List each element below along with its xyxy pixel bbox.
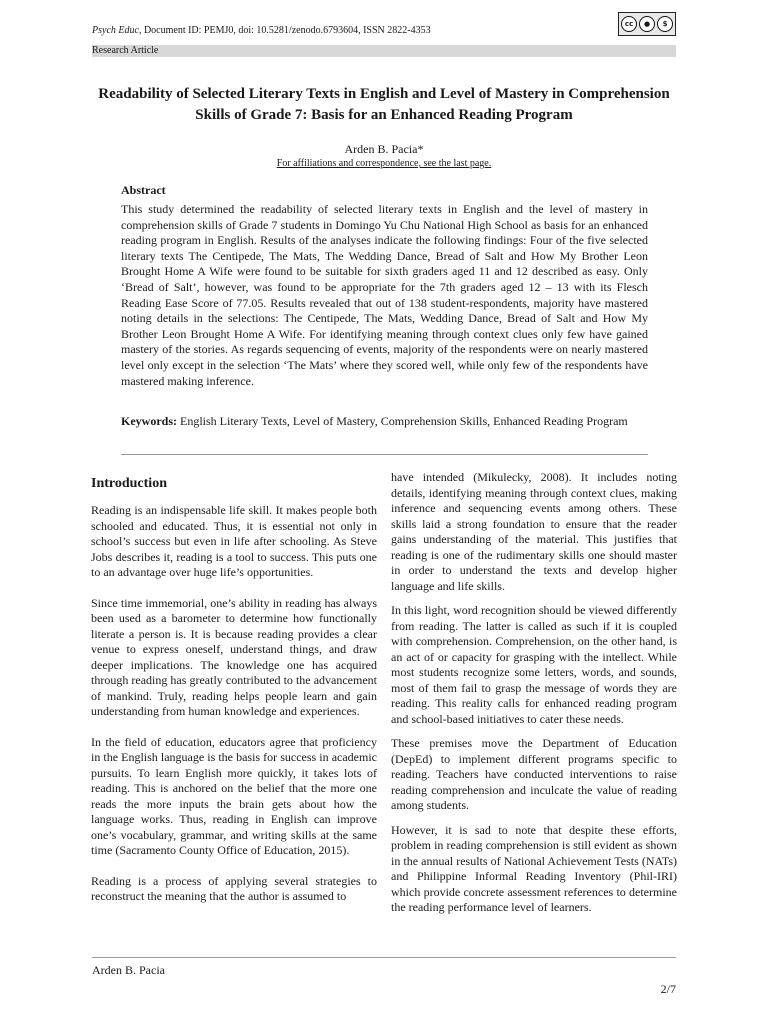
right-column xyxy=(391,470,677,925)
journal-name: Psych Educ xyxy=(92,25,139,36)
paragraph: These premises move the Department of Education (DepEd) to implement different programs specific to reading. Teachers have conducted interventions to raise reading comprehension and inculcate the value of reading among students. xyxy=(391,736,677,812)
affiliation-link[interactable]: For affiliations and correspondence, see the last page. xyxy=(276,158,492,169)
divider xyxy=(121,454,648,455)
paragraph: Since time immemorial, one’s ability in reading has always been used as a barometer to determine how functionally literate a person is. It is because reading provides a clear venue to express oneself, understand things, and draw deeper implications. The knowledge one has acquired through reading has greatly contributed to the advancement of mankind. Truly, reading helps people learn and gain understanding from human knowledge and experiences. xyxy=(91,595,377,718)
creative-commons-license-icon[interactable] xyxy=(618,12,676,36)
footer-author: Arden B. Pacia xyxy=(92,963,165,977)
abstract-heading: Abstract xyxy=(121,183,166,197)
author-name: Arden B. Pacia* xyxy=(344,142,424,156)
cc-icon: cc xyxy=(621,16,637,32)
footer-divider xyxy=(92,957,676,958)
keywords xyxy=(121,413,648,429)
paragraph: However, it is sad to note that despite these efforts, problem in reading comprehension is still evident as shown in the annual results of National Achievement Tests (NATs) and Philippine Informal Reading Inventory (Phil-IRI) which provide concrete assessment references to determine the reading performance level of learners. xyxy=(391,822,677,914)
paragraph: have intended (Mikulecky, 2008). It includes noting details, identifying meaning through context clues, making inference and sequencing events among others. These skills laid a strong foundation to ensure that the reader gains understanding of the material. This justifies that reading is one of the rudimentary skills one should master in order to understand the texts and develop higher language and life skills. xyxy=(391,470,677,593)
paragraph: Reading is a process of applying several strategies to reconstruct the meaning that the author is assumed to xyxy=(91,873,377,903)
nc-icon: $ xyxy=(657,16,673,32)
article-type-bar xyxy=(92,45,676,57)
left-column xyxy=(91,470,377,914)
keywords-text: English Literary Texts, Level of Mastery, Comprehension Skills, Enhanced Reading Program xyxy=(177,414,628,428)
page-header xyxy=(92,24,676,38)
article-type: Research Article xyxy=(92,45,159,56)
page-number: 2/7 xyxy=(660,982,676,996)
paragraph: In the field of education, educators agree that proficiency in the English language is the basis for success in academic pursuits. To learn English more quickly, it takes lots of reading. This is anchored on the belief that the more one reads the more inputs the brain gets about how the language works. Thus, reading in English can improve one’s vocabulary, grammar, and writing skills at the same time (Sacramento County Office of Education, 2015). xyxy=(91,734,377,857)
keywords-label: Keywords: xyxy=(121,414,177,428)
paper-title: Readability of Selected Literary Texts in English and Level of Mastery in Comprehension Skills of Grade 7: Basis for an Enhanced Reading Program xyxy=(98,86,670,123)
by-icon: ● xyxy=(639,16,655,32)
paragraph: Reading is an indispensable life skill. It makes people both schooled and educated. Thus, it is essential not only in school’s success but even in life after schooling. As Steve Jobs describes it, reading is a tool to success. This puts one to an advantage over huge life’s opportunities. xyxy=(91,503,377,579)
journal-citation xyxy=(92,24,676,38)
journal-meta: , Document ID: PEMJ0, doi: 10.5281/zenodo.6793604, ISSN 2822-4353 xyxy=(138,25,431,36)
abstract-text: This study determined the readability of selected literary texts in English and the level of mastery in comprehension skills of Grade 7 students in Domingo Yu Chu National High School as basis for an enhanced reading program in English. Results of the analyses indicate the following findings: Four of the five selected literary texts The Centipede, The Mats, The Wedding Dance, Bread of Salt and How My Brother Leon Brought Home A Wife were found to be suitable for sixth graders aged 11 and 12 described as easy. Only ‘Bread of Salt’, however, was found to be appropriate for the 7th graders aged 12 – 13 with its Flesch Reading Ease Score of 77.05. Results revealed that out of 138 student-respondents, majority have mastered noting details in the selections: The Centipede, The Mats, Wedding Dance, Bread of Salt and How My Brother Leon Brought Home A Wife. For identifying meaning through context clues only few have gained mastery of the stories. As regards sequencing of events, majority of the respondents were on nearly mastered level only except in the selection ‘The Mats’ where they scored well, while only few of the respondents have mastered making inference. xyxy=(121,202,648,388)
paragraph: In this light, word recognition should be viewed differently from reading. The latter is called as such if it is coupled with comprehension. Comprehension, on the other hand, is an act of or capacity for grasping with the intellect. While most students recognize some letters, words, and sounds, most of them fail to grasp the message of words they are reading. This reality calls for enhanced reading program and school-based initiatives to cater these needs. xyxy=(391,603,677,726)
section-heading-introduction: Introduction xyxy=(91,476,167,491)
